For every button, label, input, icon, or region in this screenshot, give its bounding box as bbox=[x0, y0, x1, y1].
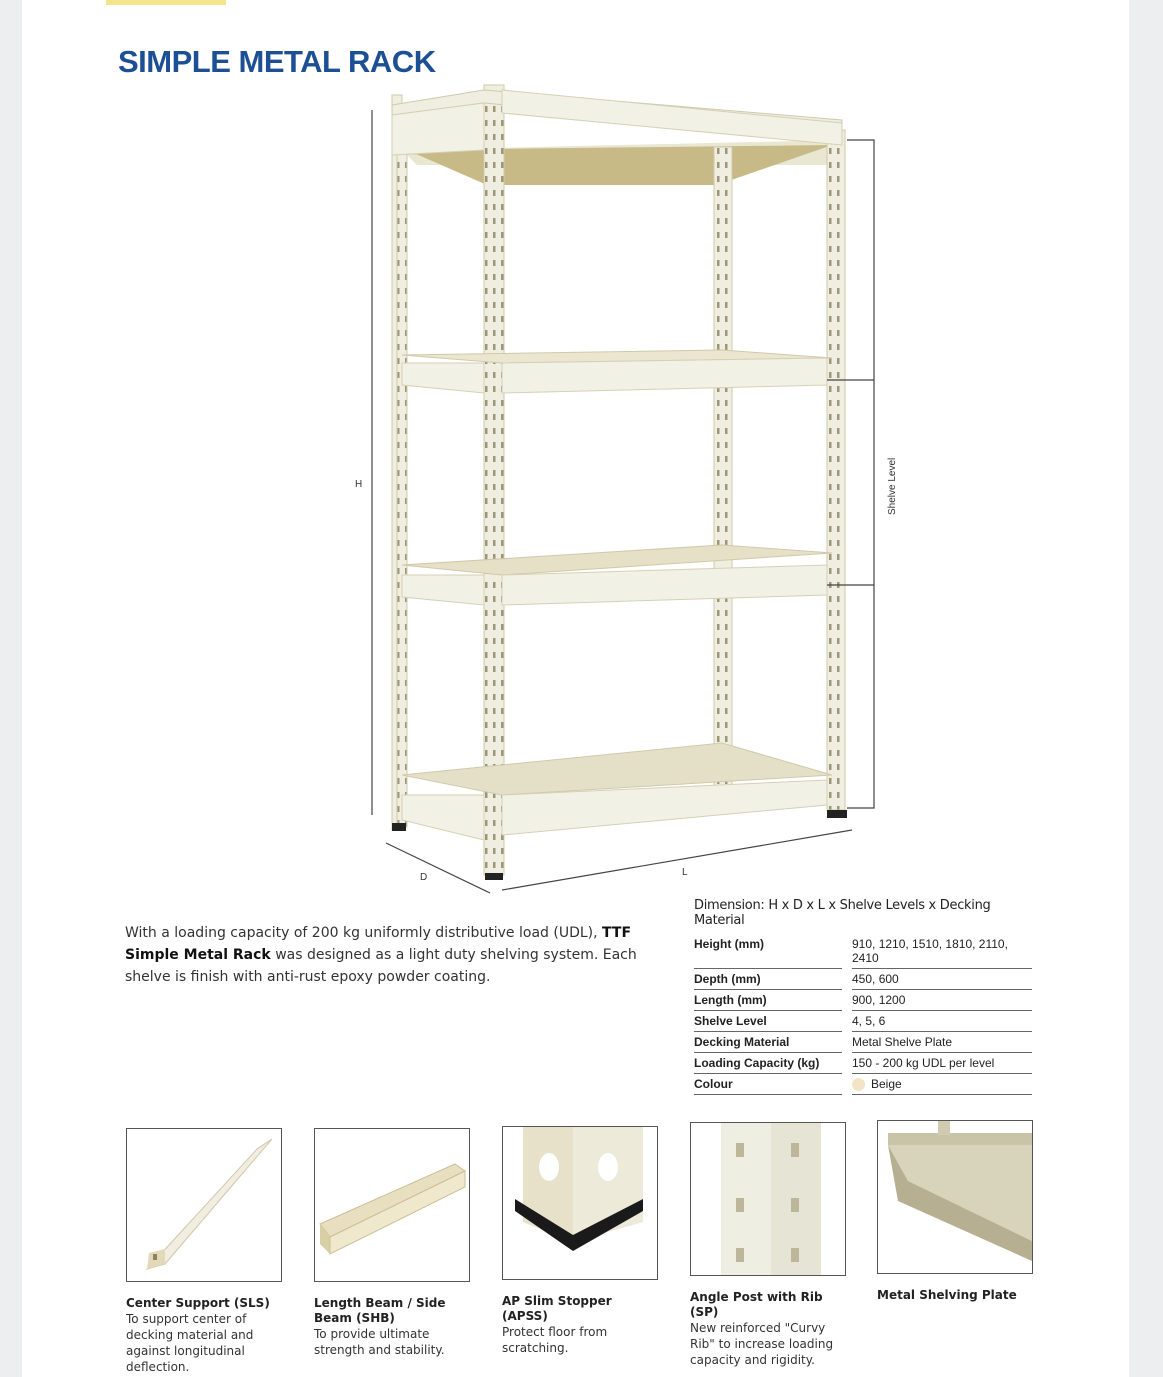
spec-key: Depth (mm) bbox=[694, 969, 842, 990]
part-image bbox=[877, 1120, 1033, 1274]
spec-row bbox=[694, 1074, 1032, 1095]
spec-row bbox=[694, 934, 1032, 969]
part-name: Angle Post with Rib (SP) bbox=[690, 1290, 823, 1319]
part-name: AP Slim Stopper (APSS) bbox=[502, 1294, 612, 1323]
spec-row bbox=[694, 1053, 1032, 1074]
part-description: New reinforced "Curvy Rib" to increase loading capacity and rigidity. bbox=[690, 1321, 834, 1367]
spec-row bbox=[694, 969, 1032, 990]
length-label: L bbox=[682, 867, 688, 878]
part-image bbox=[126, 1128, 282, 1282]
product-description bbox=[125, 922, 665, 988]
spec-table-section bbox=[694, 898, 1034, 1095]
spec-key: Colour bbox=[694, 1074, 842, 1095]
part-slim-stopper bbox=[502, 1126, 660, 1356]
part-name: Length Beam / Side Beam (SHB) bbox=[314, 1296, 446, 1325]
part-name: Center Support (SLS) bbox=[126, 1296, 270, 1310]
spec-key: Loading Capacity (kg) bbox=[694, 1053, 842, 1074]
spec-value: 910, 1210, 1510, 1810, 2110, 2410 bbox=[852, 934, 1032, 969]
part-center-support bbox=[126, 1128, 284, 1375]
spec-value: 450, 600 bbox=[852, 969, 1032, 990]
slim-stopper-image bbox=[503, 1127, 657, 1279]
height-label: H bbox=[355, 479, 363, 490]
part-description: To support center of decking material and against longitudinal deflection. bbox=[126, 1312, 254, 1374]
spec-key: Height (mm) bbox=[694, 934, 842, 969]
part-description: To provide ultimate strength and stability. bbox=[314, 1327, 445, 1357]
part-length-beam bbox=[314, 1128, 472, 1358]
catalog-page bbox=[22, 0, 1129, 1377]
spec-row bbox=[694, 1032, 1032, 1053]
angle-post-image bbox=[691, 1123, 845, 1275]
page-title: SIMPLE METAL RACK bbox=[118, 44, 436, 79]
spec-key: Shelve Level bbox=[694, 1011, 842, 1032]
spec-key: Decking Material bbox=[694, 1032, 842, 1053]
spec-key: Length (mm) bbox=[694, 990, 842, 1011]
description-text-2: was designed as a light duty shelving system. Each shelve is finish with anti-rust epoxy powder coating. bbox=[125, 947, 637, 985]
spec-heading: Dimension: H x D x L x Shelve Levels x Decking Material bbox=[694, 898, 991, 928]
shelve-level-label: Shelve Level bbox=[887, 457, 898, 515]
part-image bbox=[502, 1126, 658, 1280]
colour-swatch-icon bbox=[852, 1078, 865, 1091]
spec-value: 4, 5, 6 bbox=[852, 1011, 1032, 1032]
part-image bbox=[314, 1128, 470, 1282]
depth-label: D bbox=[420, 872, 428, 883]
spec-row bbox=[694, 990, 1032, 1011]
part-shelving-plate bbox=[877, 1120, 1035, 1303]
part-angle-post bbox=[690, 1122, 848, 1368]
shelving-plate-image bbox=[878, 1121, 1032, 1273]
spec-value bbox=[852, 1074, 1032, 1095]
spec-value: 150 - 200 kg UDL per level bbox=[852, 1053, 1032, 1074]
spec-value: 900, 1200 bbox=[852, 990, 1032, 1011]
length-beam-image bbox=[315, 1129, 469, 1281]
part-name: Metal Shelving Plate bbox=[877, 1288, 1017, 1302]
description-brand: TTF Simple Metal Rack bbox=[125, 925, 632, 963]
rack-illustration bbox=[322, 75, 902, 895]
spec-table bbox=[694, 934, 1032, 1095]
center-support-image bbox=[127, 1129, 281, 1281]
top-accent-bar bbox=[106, 0, 226, 5]
description-text-1: With a loading capacity of 200 kg uniformly distributive load (UDL), bbox=[125, 925, 603, 941]
part-image bbox=[690, 1122, 846, 1276]
spec-row bbox=[694, 1011, 1032, 1032]
spec-value: Metal Shelve Plate bbox=[852, 1032, 1032, 1053]
part-description: Protect floor from scratching. bbox=[502, 1325, 608, 1355]
colour-value: Beige bbox=[871, 1077, 902, 1091]
